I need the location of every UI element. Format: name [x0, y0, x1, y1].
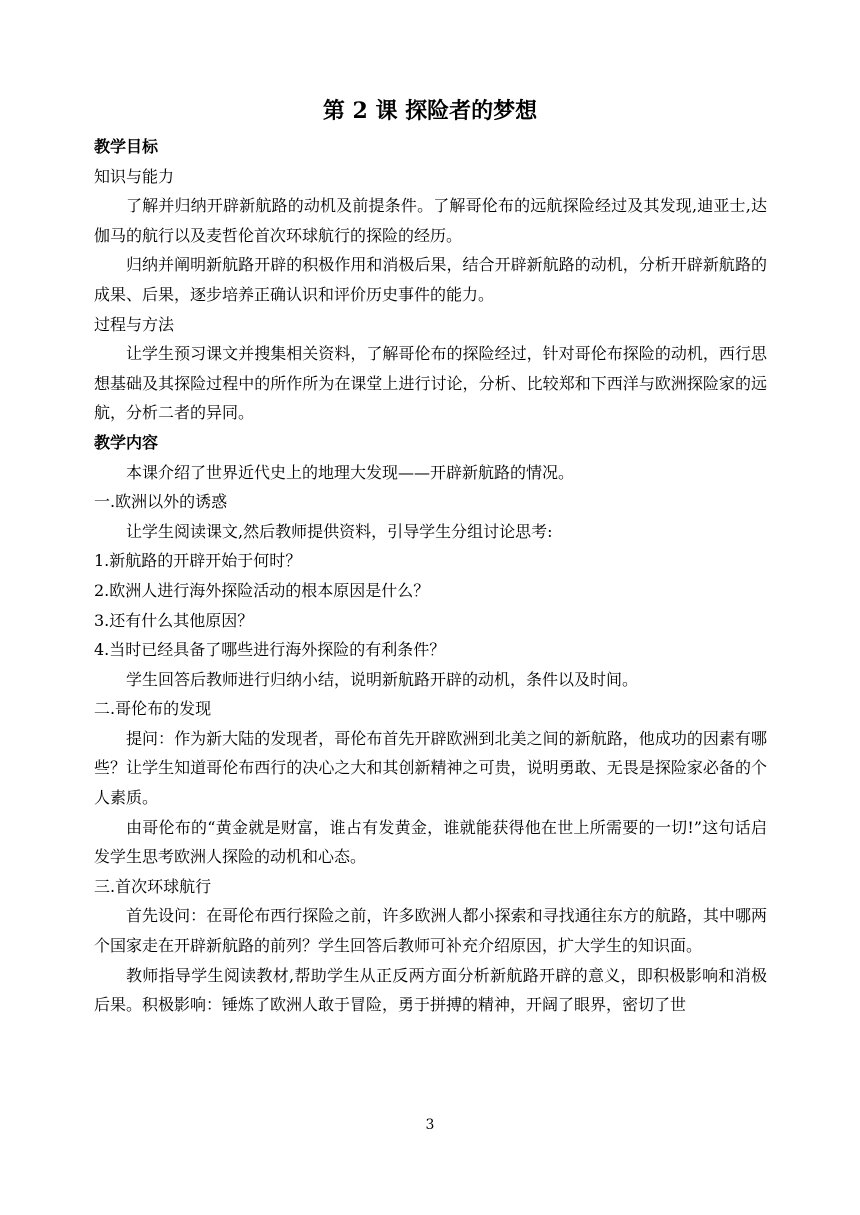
process-method-heading: 过程与方法: [94, 314, 175, 334]
process-paragraph: 让学生预习课文并搜集相关资料，了解哥伦布的探险经过，针对哥伦布探险的动机，西行思想基础及其探险过程中的所作所为在课堂上进行讨论，分析、比较郑和下西洋与欧洲探险家的远航，分析二者的异同。: [94, 344, 767, 423]
lesson-title: 第 2 课 探险者的梦想: [322, 98, 538, 124]
part-three-heading: 三.首次环球航行: [94, 876, 212, 896]
question-1: 1.新航路的开辟开始于何时？: [94, 551, 302, 571]
teaching-goals-heading: 教学目标: [94, 137, 159, 156]
part-three-paragraph-2: 教师指导学生阅读教材,帮助学生从正反两方面分析新航路开辟的意义，即积极影响和消极后果。积极影响：锤炼了欧洲人敢于冒险，勇于拼搏的精神，开阔了眼界，密切了世: [94, 965, 767, 1015]
part-one-paragraph-1: 让学生阅读课文,然后教师提供资料，引导学生分组讨论思考:: [126, 521, 553, 541]
knowledge-paragraph-1: 了解并归纳开辟新航路的动机及前提条件。了解哥伦布的远航探险经过及其发现,迪亚士,达伽马的航行以及麦哲伦首次环球航行的探险的经历。: [94, 196, 767, 245]
knowledge-paragraph-2: 归纳并阐明新航路开辟的积极作用和消极后果，结合开辟新航路的动机，分析开辟新航路的成果、后果，逐步培养正确认识和评价历史事件的能力。: [94, 255, 767, 304]
question-2: 2.欧洲人进行海外探险活动的根本原因是什么？: [94, 580, 430, 600]
teaching-content-heading: 教学内容: [94, 432, 159, 452]
part-one-heading: 一.欧洲以外的诱惑: [94, 492, 228, 512]
knowledge-ability-heading: 知识与能力: [94, 166, 175, 186]
part-three-paragraph-1: 首先设问：在哥伦布西行探险之前，许多欧洲人都小探索和寻找通往东方的航路，其中哪两个国家走在开辟新航路的前列？学生回答后教师可补充介绍原因，扩大学生的知识面。: [94, 906, 767, 956]
part-two-heading: 二.哥伦布的发现: [94, 699, 212, 719]
lesson-content: [94, 132, 767, 1020]
content-intro-paragraph: 本课介绍了世界近代史上的地理大发现——开辟新航路的情况。: [126, 462, 575, 482]
part-one-paragraph-2: 学生回答后教师进行归纳小结，说明新航路开辟的动机，条件以及时间。: [126, 669, 639, 689]
part-two-paragraph-1: 提问：作为新大陆的发现者，哥伦布首先开辟欧洲到北美之间的新航路，他成功的因素有哪些？让学生知道哥伦布西行的决心之大和其创新精神之可贵，说明勇敢、无畏是探险家必备的个人素质。: [94, 728, 767, 808]
page-number: 3: [425, 1117, 435, 1133]
question-4: 4.当时已经具备了哪些进行海外探险的有利条件？: [94, 640, 446, 660]
question-3: 3.还有什么其他原因？: [94, 610, 254, 630]
part-two-paragraph-2: 由哥伦布的“黄金就是财富，谁占有发黄金，谁就能获得他在世上所需要的一切!”这句话启发学生思考欧洲人探险的动机和心态。: [94, 817, 767, 867]
